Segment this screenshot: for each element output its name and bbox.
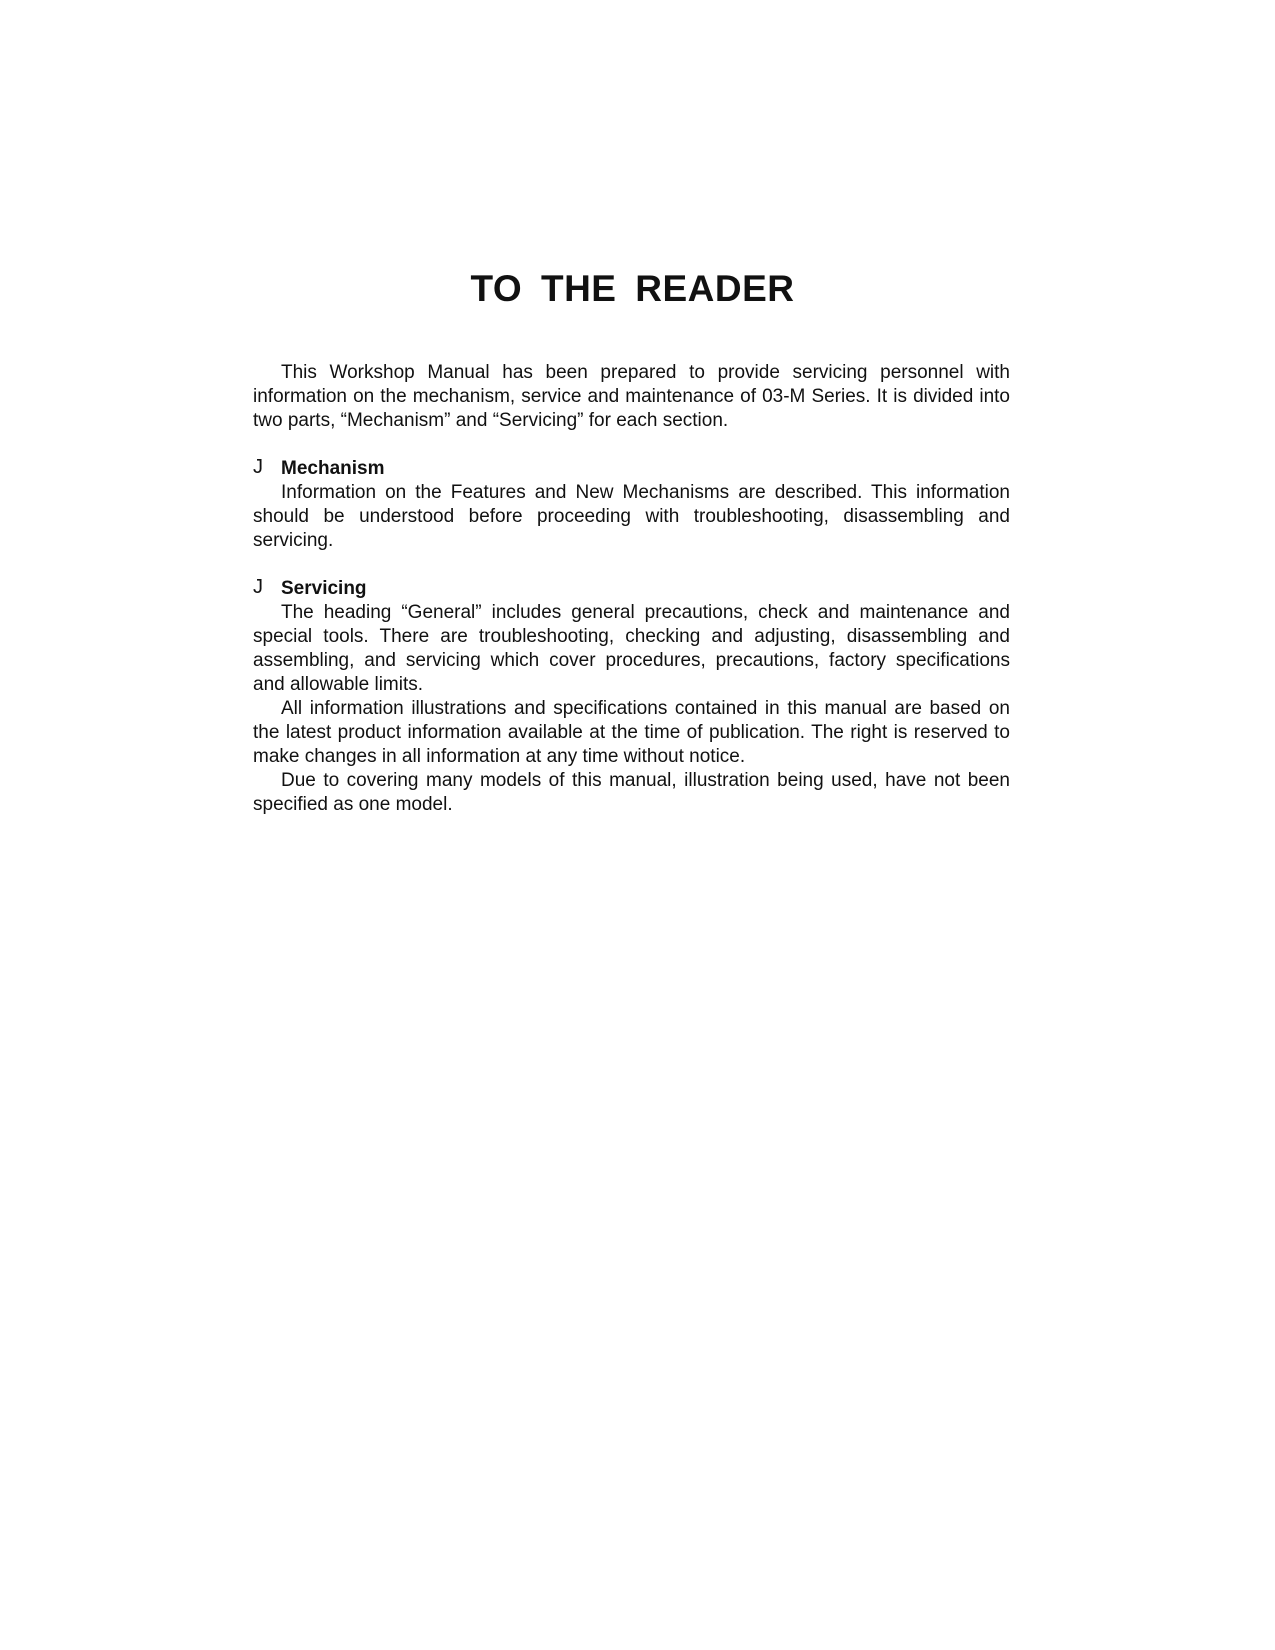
servicing-paragraph-2: All information illustrations and specifications contained in this manual are based on the latest product information available at the time of publication. The right is reserved to make changes in all information at any time without notice. xyxy=(253,698,1010,767)
mechanism-paragraph: Information on the Features and New Mechanisms are described. This information should be understood before proceeding with troubleshooting, disassembling and servicing. xyxy=(253,482,1010,551)
bullet-icon: J xyxy=(253,576,263,598)
spacer xyxy=(253,553,1010,577)
section-heading-servicing xyxy=(253,577,1010,601)
section-heading-mechanism xyxy=(253,457,1010,481)
bullet-icon: J xyxy=(253,456,263,478)
servicing-paragraph-3: Due to covering many models of this manual, illustration being used, have not been specified as one model. xyxy=(253,770,1010,815)
page-title: TO THE READER xyxy=(470,268,795,309)
section-heading-text: Servicing xyxy=(281,578,367,599)
document-body xyxy=(253,361,1010,817)
intro-paragraph: This Workshop Manual has been prepared to provide servicing personnel with information on the mechanism, service and maintenance of 03-M Series. It is divided into two parts, “Mechanism” and “Servicing” for each section. xyxy=(253,362,1010,431)
section-heading-text: Mechanism xyxy=(281,458,385,479)
spacer xyxy=(253,433,1010,457)
servicing-paragraph-1: The heading “General” includes general precautions, check and maintenance and special tools. There are troubleshooting, checking and adjusting, disassembling and assembling, and servicing which cover procedures, precautions, factory specifications and allowable limits. xyxy=(253,602,1010,695)
